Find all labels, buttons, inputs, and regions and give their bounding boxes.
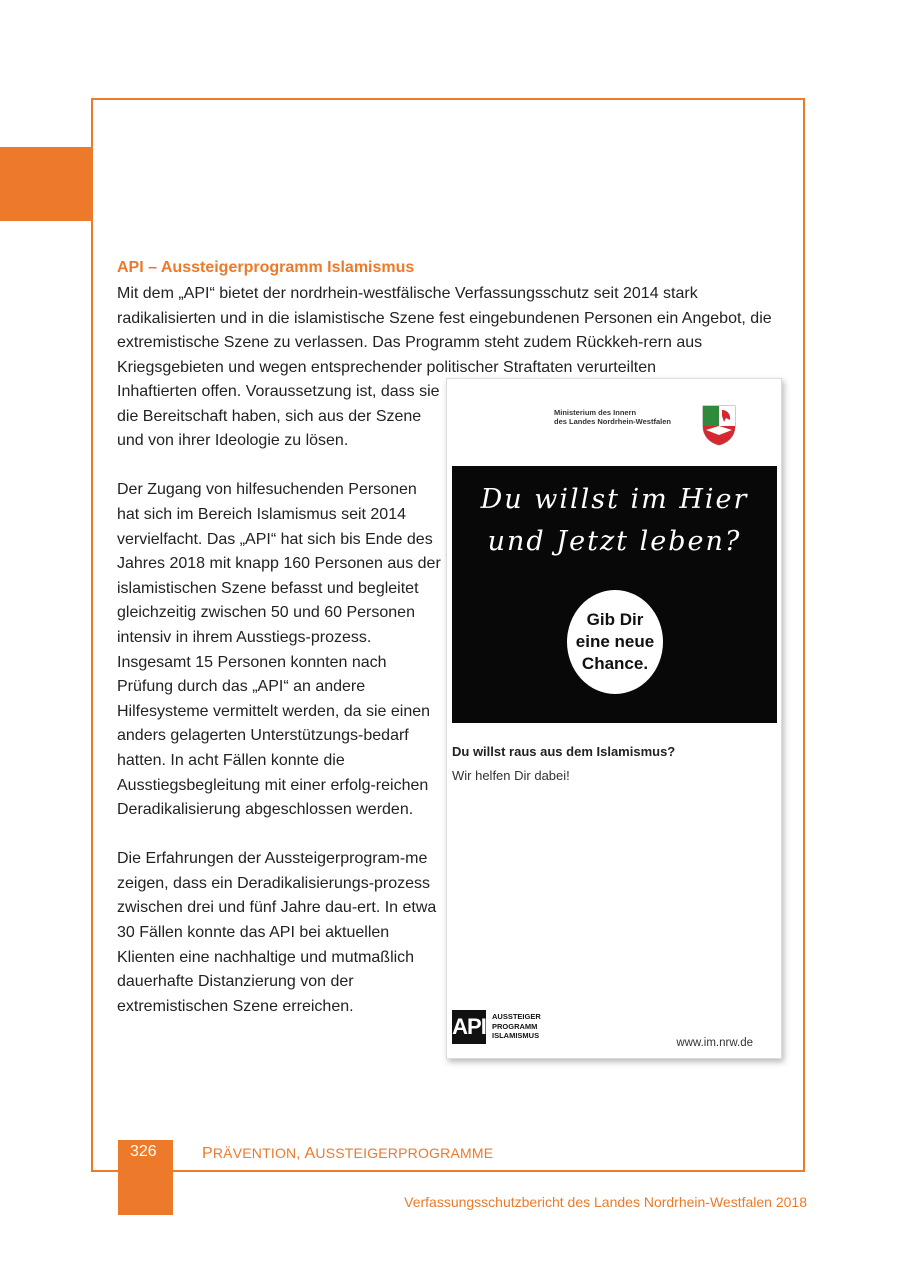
api-logo-text: AUSSTEIGER PROGRAMM ISLAMISMUS <box>492 1012 541 1040</box>
api-flyer-image <box>446 378 782 1059</box>
side-accent-tab <box>0 147 92 221</box>
api-logo: API <box>452 1010 486 1044</box>
page-number: 326 <box>130 1143 157 1160</box>
section-label: PRÄVENTION, AUSSTEIGERPROGRAMME <box>202 1145 494 1162</box>
ministry-label: Ministerium des Innern des Landes Nordrhein-Westfalen <box>554 408 671 426</box>
nrw-crest-icon <box>701 404 737 446</box>
chance-circle: Gib Dir eine neue Chance. <box>567 590 663 694</box>
paragraph-prerequisite: Inhaftierten offen. Voraussetzung ist, dass sie die Bereitschaft haben, sich aus der Szene und von ihrer Ideologie zu lösen. <box>117 383 440 450</box>
slogan-line-1: Du willst im Hier <box>480 484 749 515</box>
flyer-question: Du willst raus aus dem Islamismus? <box>452 744 676 759</box>
slogan-line-2: und Jetzt leben? <box>487 526 742 557</box>
report-title: Verfassungsschutzbericht des Landes Nordrhein-Westfalen 2018 <box>404 1194 807 1210</box>
left-column <box>117 380 442 1044</box>
flyer-url: www.im.nrw.de <box>676 1037 753 1049</box>
article-heading: API – Aussteigerprogramm Islamismus <box>117 259 415 276</box>
slogan-panel <box>452 466 777 723</box>
intro-paragraph: Mit dem „API“ bietet der nordrhein-westfälische Verfassungsschutz seit 2014 stark radikalisierten und in die islamistische Szene fest eingebundenen Personen ein Angebot, die extremistische Szene zu verlassen. Das Programm steht zudem Rückkeh-rern aus Kriegsgebieten und wegen entsprechender politischer Straftaten verurteilten <box>117 285 772 376</box>
flyer-answer: Wir helfen Dir dabei! <box>452 768 570 783</box>
paragraph-statistics: Der Zugang von hilfesuchenden Personen hat sich im Bereich Islamismus seit 2014 vervielfacht. Das „API“ hat sich bis Ende des Jahres 2018 mit knapp 160 Personen aus der islamistischen Szene befasst und begleitet gleichzeitig zwischen 50 und 60 Personen intensiv in ihrem Ausstiegs-prozess. Insgesamt 15 Personen konnten nach Prüfung durch das „API“ an andere Hilfesysteme vermittelt werden, da sie einen anders gelagerten Unterstützungs-bedarf hatten. In acht Fällen konnte die Ausstiegsbegleitung mit einer erfolg-reichen Deradikalisierung abgeschlossen werden. <box>117 481 441 819</box>
paragraph-experience: Die Erfahrungen der Aussteigerprogram-me zeigen, dass ein Deradikalisierungs-prozess zwischen drei und fünf Jahre dau-ert. In etwa 30 Fällen konnte das API bei aktuellen Klienten eine nachhaltige und mutmaßlich dauerhafte Distanzierung von der extremistischen Szene erreichen. <box>117 850 437 1015</box>
